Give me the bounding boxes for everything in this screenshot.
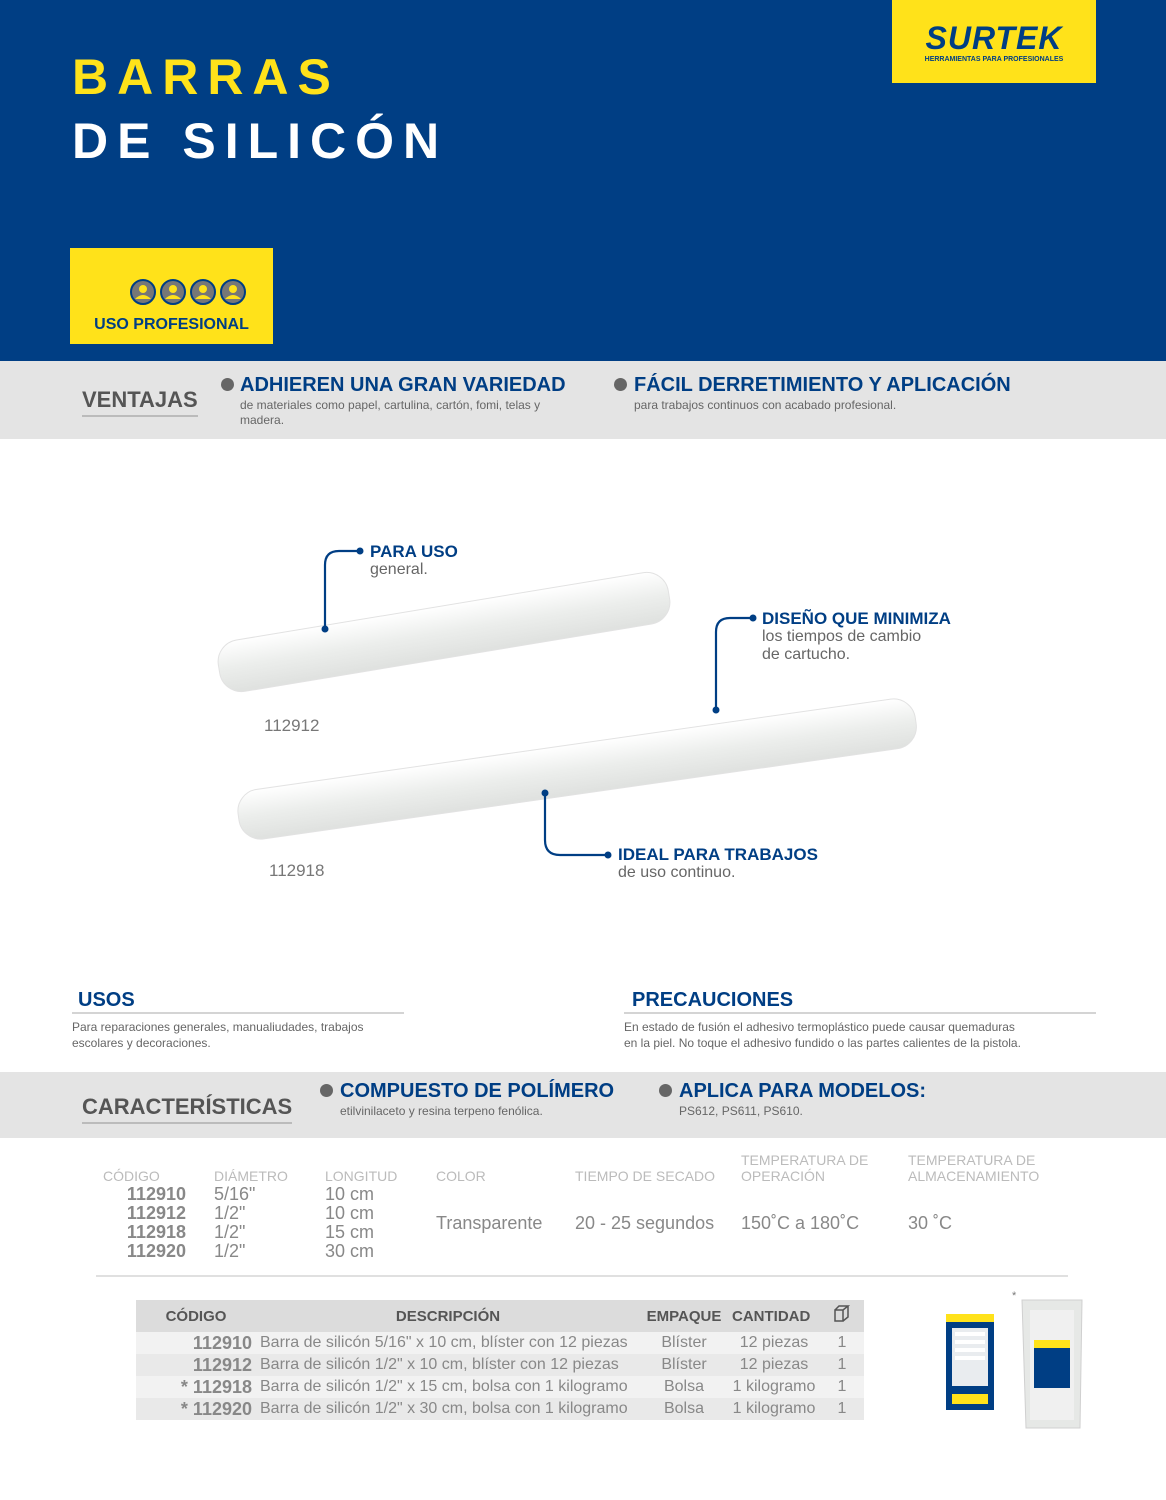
callout-line-1 [325, 551, 358, 629]
spec-temp-operacion: 150˚C a 180˚C [741, 1213, 860, 1233]
callout-line-3 [545, 793, 606, 855]
callout-1-desc: general. [370, 561, 428, 578]
bullet-icon [614, 378, 627, 391]
row-cantidad: 1 kilogramo [728, 1398, 820, 1420]
page-title-line2: DE SILICÓN [72, 113, 449, 169]
row-codigo: * 112920 [136, 1398, 256, 1420]
precauciones-divider [624, 1012, 1096, 1014]
table-row [136, 1398, 864, 1420]
spec-header-temp-almacenamiento [908, 1152, 1039, 1184]
caracteristicas-label: CARACTERÍSTICAS [82, 1094, 292, 1124]
brand-tagline: HERRAMIENTAS PARA PROFESIONALES [924, 56, 1064, 63]
precauciones-line1: En estado de fusión el adhesivo termoplástico puede causar quemaduras [624, 1020, 1015, 1034]
ventaja-2-desc: para trabajos continuos con acabado profesional. [634, 398, 897, 412]
spec-diametro: 1/2" [214, 1222, 246, 1242]
precauciones-title: PRECAUCIONES [632, 989, 794, 1011]
table-header-empaque: EMPAQUE [640, 1300, 728, 1332]
caracteristica-2-desc: PS612, PS611, PS610. [679, 1104, 803, 1118]
spec-header-temp-almacenamiento-line2: ALMACENAMIENTO [908, 1168, 1040, 1184]
callout-2 [762, 610, 951, 664]
spec-header-temp-almacenamiento-line1: TEMPERATURA DE [908, 1152, 1036, 1168]
usos-title: USOS [78, 989, 135, 1011]
spec-color: Transparente [436, 1213, 543, 1233]
precauciones-text [624, 1019, 1100, 1051]
ventaja-1-title: ADHIEREN UNA GRAN VARIEDAD [240, 374, 566, 396]
badge-label: USO PROFESIONAL [94, 316, 249, 333]
row-caja: 1 [820, 1354, 864, 1376]
callout-2-desc-line1: los tiempos de cambio [762, 628, 922, 645]
usos-text [72, 1019, 412, 1051]
callout-dot-icon [542, 790, 549, 797]
product-table [136, 1300, 864, 1420]
usage-level-icons [100, 276, 250, 306]
callout-dot-icon [357, 548, 364, 555]
callout-1-title: PARA USO [370, 542, 458, 561]
row-caja: 1 [820, 1332, 864, 1354]
brand-logo [892, 0, 1096, 83]
glue-stick-112918 [235, 696, 919, 842]
glue-sticks-illustration [0, 440, 1166, 960]
callout-dot-icon [750, 615, 757, 622]
user-level-2-icon [161, 280, 185, 304]
row-cantidad: 12 piezas [728, 1354, 820, 1376]
row-cantidad: 12 piezas [728, 1332, 820, 1354]
spec-header-longitud: LONGITUD [325, 1168, 398, 1184]
callout-dot-icon [713, 707, 720, 714]
row-descripcion: Barra de silicón 1/2" x 30 cm, bolsa con 1 kilogramo [256, 1398, 640, 1420]
precauciones-line2: en la piel. No toque el adhesivo fundido o las partes calientes de la pistola. [624, 1036, 1021, 1050]
row-empaque: Blíster [640, 1332, 728, 1354]
callout-3-desc: de uso continuo. [618, 864, 736, 881]
spec-header-color: COLOR [436, 1168, 486, 1184]
blister-package-image [946, 1314, 994, 1410]
spec-header-temp-operacion-line1: TEMPERATURA DE [741, 1152, 869, 1168]
table-row [136, 1354, 864, 1376]
callout-2-desc-line2: de cartucho. [762, 646, 851, 663]
caracteristica-1-desc: etilvinilaceto y resina terpeno fenólica. [340, 1104, 543, 1118]
spec-temp-almacenamiento: 30 ˚C [908, 1213, 953, 1233]
row-codigo: 112912 [136, 1354, 256, 1376]
row-codigo: * 112918 [136, 1376, 256, 1398]
row-caja: 1 [820, 1398, 864, 1420]
spec-codigo: 112918 [126, 1222, 186, 1242]
usos-line2: escolares y decoraciones. [72, 1036, 211, 1050]
spec-header-tiempo: TIEMPO DE SECADO [575, 1168, 716, 1184]
bullet-icon [221, 378, 234, 391]
professional-use-badge [70, 248, 273, 344]
table-header-cantidad: CANTIDAD [728, 1300, 820, 1332]
bullet-icon [320, 1084, 333, 1097]
spec-tiempo: 20 - 25 segundos [575, 1213, 715, 1233]
spec-longitud: 30 cm [325, 1241, 375, 1261]
caracteristica-1-title: COMPUESTO DE POLÍMERO [340, 1080, 615, 1102]
page-title-line1: BARRAS [72, 49, 340, 105]
ventaja-2-title: FÁCIL DERRETIMIENTO Y APLICACIÓN [634, 374, 1011, 396]
spec-codigo: 112910 [126, 1184, 186, 1204]
row-descripcion: Barra de silicón 1/2" x 10 cm, blíster con 12 piezas [256, 1354, 640, 1376]
ventaja-1-desc-line1: de materiales como papel, cartulina, cartón, fomi, telas y [240, 398, 541, 412]
glue-stick-112912 [215, 569, 673, 695]
ventajas-label: VENTAJAS [82, 387, 198, 417]
user-level-3-icon [191, 280, 215, 304]
row-descripcion: Barra de silicón 5/16" x 10 cm, blíster con 12 piezas [256, 1332, 640, 1354]
spec-longitud: 15 cm [325, 1222, 375, 1242]
spec-longitud-column [325, 1185, 374, 1261]
callout-dot-icon [322, 626, 329, 633]
callout-3 [618, 846, 818, 882]
ventaja-1-desc [240, 398, 610, 428]
spec-diametro-column [214, 1185, 255, 1261]
spec-divider [96, 1275, 1068, 1277]
packaging-images [940, 1290, 1090, 1440]
stick-1-code: 112912 [264, 716, 320, 735]
spec-diametro: 1/2" [214, 1241, 246, 1261]
brand-name: SURTEK [925, 20, 1063, 56]
spec-diametro: 1/2" [214, 1203, 246, 1223]
user-level-4-icon [221, 280, 245, 304]
spec-codigo-column [100, 1185, 186, 1261]
spec-codigo: 112920 [126, 1241, 186, 1261]
row-empaque: Bolsa [640, 1398, 728, 1420]
row-codigo: 112910 [136, 1332, 256, 1354]
table-header-row [136, 1300, 864, 1332]
row-empaque: Bolsa [640, 1376, 728, 1398]
callout-3-title: IDEAL PARA TRABAJOS [618, 845, 818, 864]
table-row [136, 1376, 864, 1398]
user-level-1-icon [131, 280, 155, 304]
caracteristica-2-title: APLICA PARA MODELOS: [679, 1080, 927, 1102]
spec-header-temp-operacion-line2: OPERACIÓN [741, 1168, 826, 1184]
table-header-box [820, 1300, 864, 1332]
callout-line-2 [716, 618, 751, 710]
callout-1 [370, 543, 458, 579]
row-cantidad: 1 kilogramo [728, 1376, 820, 1398]
table-header-codigo: CÓDIGO [136, 1300, 256, 1332]
stick-2-code: 112918 [269, 861, 325, 880]
spec-header-diametro: DIÁMETRO [214, 1168, 288, 1184]
row-empaque: Blíster [640, 1354, 728, 1376]
bag-package-image [1022, 1300, 1082, 1428]
box-icon [832, 1304, 852, 1324]
row-caja: 1 [820, 1376, 864, 1398]
ventaja-1-desc-line2: madera. [240, 413, 285, 427]
spec-header-temp-operacion [741, 1152, 868, 1184]
spec-codigo: 112912 [126, 1203, 186, 1223]
bag-asterisk: * [1012, 1290, 1017, 1302]
spec-longitud: 10 cm [325, 1203, 375, 1223]
table-row [136, 1332, 864, 1354]
bullet-icon [659, 1084, 672, 1097]
usos-line1: Para reparaciones generales, manualiudades, trabajos [72, 1020, 364, 1034]
spec-header-codigo: CÓDIGO [103, 1168, 160, 1184]
callout-dot-icon [605, 852, 612, 859]
table-header-descripcion: DESCRIPCIÓN [256, 1300, 640, 1332]
spec-diametro: 5/16" [214, 1184, 256, 1204]
callout-2-title: DISEÑO QUE MINIMIZA [762, 609, 951, 628]
row-descripcion: Barra de silicón 1/2" x 15 cm, bolsa con 1 kilogramo [256, 1376, 640, 1398]
spec-longitud: 10 cm [325, 1184, 375, 1204]
usos-divider [72, 1012, 404, 1014]
